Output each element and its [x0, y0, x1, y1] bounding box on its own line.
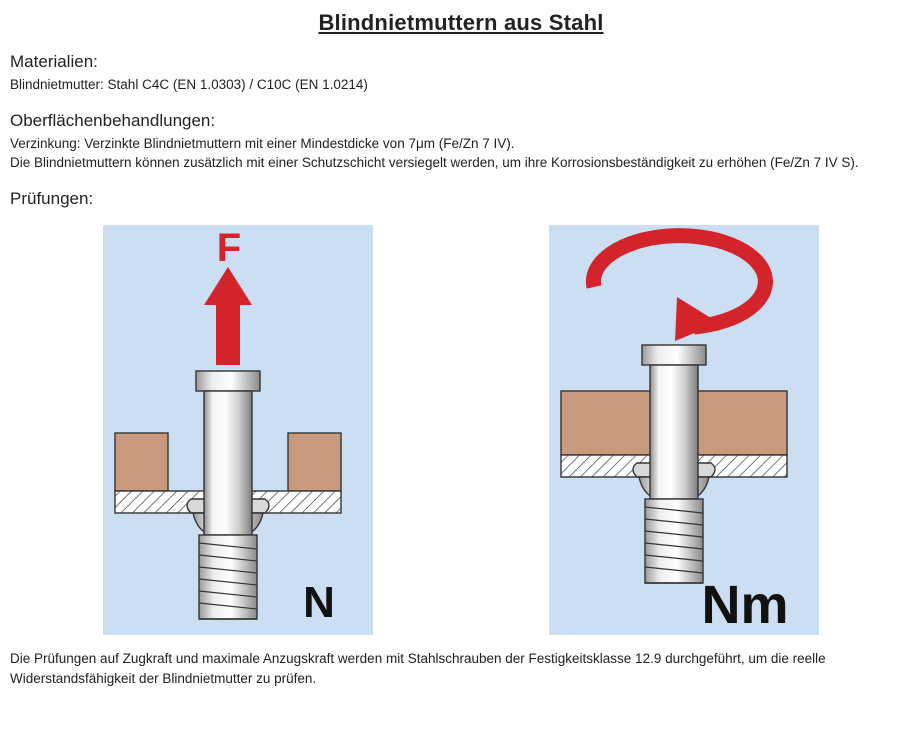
threaded-sleeve — [645, 499, 703, 583]
unit-label-n: N — [303, 577, 335, 627]
rotation-arrow-icon — [593, 235, 765, 340]
section-heading-pruefungen: Prüfungen: — [10, 188, 94, 208]
force-label: F — [216, 225, 242, 270]
section-pruefungen — [10, 189, 912, 209]
tensile-test-illustration — [103, 225, 373, 635]
force-arrow-icon — [204, 267, 252, 365]
bolt-shank — [204, 391, 252, 535]
bolt-head — [642, 345, 706, 365]
section-line-materialien-0: Blindnietmutter: Stahl C4C (EN 1.0303) / C10C (EN 1.0214) — [10, 77, 368, 92]
unit-label-nm: Nm — [701, 574, 789, 635]
footer-note: Die Prüfungen auf Zugkraft und maximale Anzugskraft werden mit Stahlschrauben der Festigkeitsklasse 12.9 durchgeführt, um die reelle Widerstandsfähigkeit der Blindnietmutter zu prüfen. — [10, 650, 826, 686]
material-block-right — [288, 433, 341, 491]
torque-test-illustration — [549, 225, 819, 635]
material-block-left — [115, 433, 168, 491]
figure-tensile-test — [103, 225, 373, 635]
figure-row — [10, 225, 912, 635]
section-oberflaechenbehandlungen — [10, 111, 912, 173]
section-heading-oberflaechenbehandlungen: Oberflächenbehandlungen: — [10, 110, 216, 130]
section-heading-materialien: Materialien: — [10, 52, 98, 71]
section-line-oberflaechen-0: Verzinkung: Verzinkte Blindnietmuttern mit einer Mindestdicke von 7μm (Fe/Zn 7 IV). — [10, 135, 515, 151]
section-line-oberflaechen-1: Die Blindnietmuttern können zusätzlich mit einer Schutzschicht versiegelt werden, um ihre Korrosionsbeständigkeit zu erhöhen (Fe/Zn 7 IV S). — [10, 155, 859, 171]
figure-torque-test — [549, 225, 819, 635]
bolt-head — [196, 371, 260, 391]
section-materialien — [10, 52, 912, 95]
page-title: Blindnietmuttern aus Stahl — [318, 10, 604, 35]
document-page — [0, 10, 922, 742]
threaded-sleeve — [199, 535, 257, 619]
bolt-shank — [650, 365, 698, 499]
